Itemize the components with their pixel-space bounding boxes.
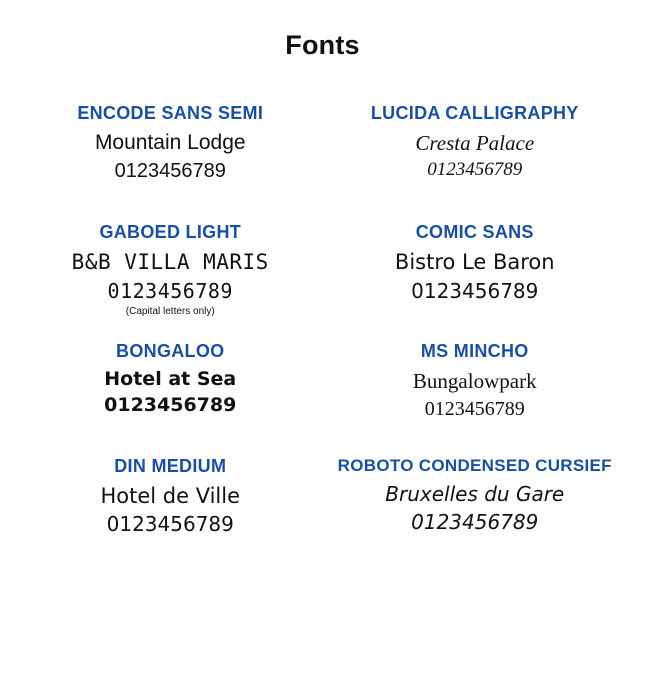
font-sample-word: Mountain Lodge — [94, 131, 246, 154]
font-sample-bongaloo — [18, 341, 323, 422]
font-sample-note: (Capital letters only) — [125, 305, 215, 317]
font-sample-roboto-condensed-cursief — [323, 456, 628, 537]
font-name-label: DIN MEDIUM — [114, 455, 227, 476]
font-sample-digits: 0123456789 — [104, 394, 237, 417]
font-sample-ms-mincho — [323, 341, 628, 422]
fonts-overview-page — [0, 30, 645, 675]
font-name-label: MS MINCHO — [420, 340, 529, 361]
font-name-label: ROBOTO CONDENSED CURSIEF — [337, 455, 612, 475]
font-samples-grid — [0, 103, 645, 537]
font-name-label: GABOED LIGHT — [99, 222, 242, 243]
font-sample-word: Cresta Palace — [415, 131, 535, 155]
font-sample-comic-sans — [323, 222, 628, 316]
font-sample-word: Bungalowpark — [412, 368, 537, 393]
font-sample-word: B&B VILLA MARIS — [71, 250, 269, 275]
font-name-label: ENCODE SANS SEMI — [77, 103, 264, 123]
font-sample-word: Bistro Le Baron — [394, 250, 555, 275]
page-title: Fonts — [285, 30, 360, 60]
font-sample-encode-sans-semi — [18, 103, 323, 184]
font-sample-lucida-calligraphy — [323, 103, 628, 184]
font-name-label: COMIC SANS — [415, 222, 534, 243]
font-sample-digits: 0123456789 — [411, 509, 539, 534]
font-sample-digits: 0123456789 — [107, 278, 233, 303]
font-sample-word: Hotel at Sea — [104, 367, 237, 390]
font-sample-digits: 0123456789 — [114, 160, 226, 183]
font-name-label: BONGALOO — [116, 340, 225, 361]
font-name-label: LUCIDA CALLIGRAPHY — [370, 103, 579, 123]
font-sample-din-medium — [18, 456, 323, 537]
font-sample-digits: 0123456789 — [427, 159, 523, 181]
font-sample-digits: 0123456789 — [424, 397, 525, 420]
font-sample-digits: 0123456789 — [106, 512, 234, 536]
font-sample-digits: 0123456789 — [411, 278, 539, 303]
font-sample-gaboed-light — [18, 222, 323, 316]
font-sample-word: Hotel de Ville — [100, 483, 241, 508]
font-sample-word: Bruxelles du Gare — [385, 481, 565, 506]
